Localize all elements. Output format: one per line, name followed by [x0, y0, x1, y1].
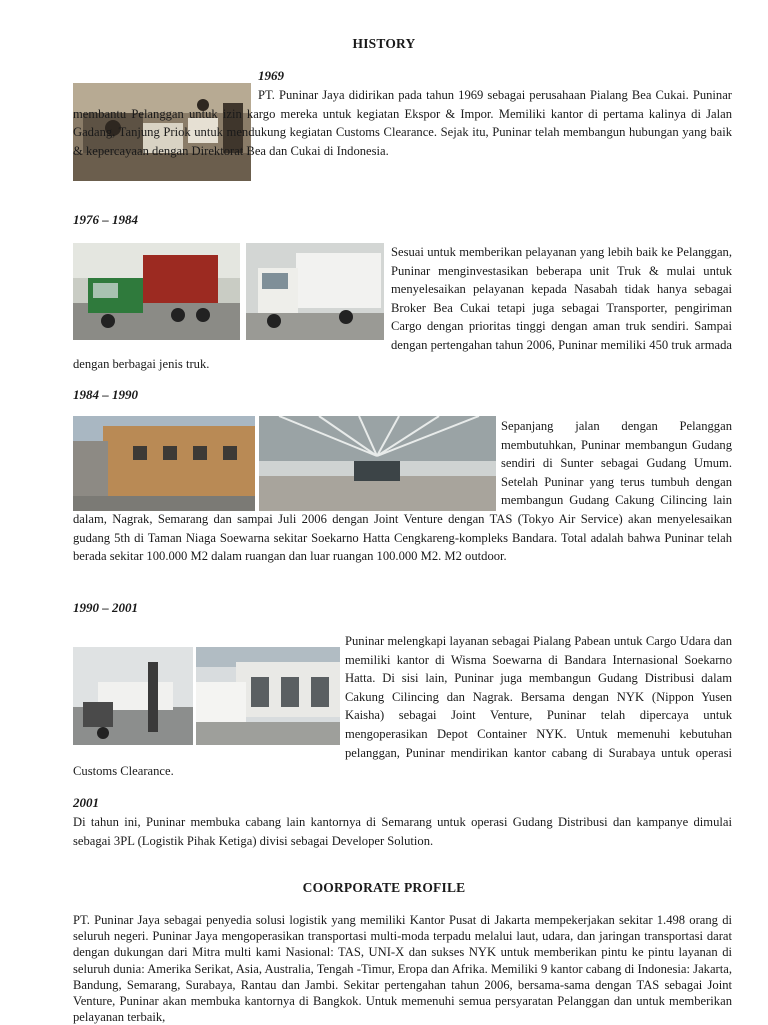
year-1990-2001: 1990 – 2001	[73, 600, 138, 615]
year-2001: 2001	[73, 795, 99, 810]
section-1990-text: Puninar melengkapi layanan sebagai Pialang Pabean untuk Cargo Udara dan memiliki kantor di Wisma Soewarna di Bandara Internasional Soekarno Hatta. Di sisi lain, Puninar juga membangun Gudang Distribusi dalam Cakung Cilincing dan Nagrak. Bersama dengan NYK (Nippon Yusen Kaisha) sebagai Joint Venture, Puninar telah dipercaya untuk mengoperasikan Depot Container NYK. Untuk memenuhi kebutuhan pelanggan, Puninar mendirikan kantor cabang di Surabaya untuk operasi Customs Clearance.	[73, 634, 732, 779]
section-1984-text: Sepanjang jalan dengan Pelanggan membutuhkan, Puninar membangun Gudang sendiri di Sunter sebagai Gudang Umum. Setelah Puninar yang terus tumbuh dengan membangun Gudang Cakung Cilincing lain dalam, Nagrak, Semarang dan sampai Juli 2006 dengan Joint Venture dengan TAS (Tokyo Air Service) akan menyelesaikan gudang 5th di Taman Niaga Soewarna sekitar Soekarno Hatta Cengkareng-kompleks Bandara. Total adalah bahwa Puninar telah berada sekitar 100.000 M2 dalam ruangan dan luar ruangan 100.000 M2. M2 outdoor.	[73, 419, 732, 564]
profile-title: COORPORATE PROFILE	[302, 880, 466, 895]
year-1969: 1969	[258, 68, 284, 83]
profile-text: PT. Puninar Jaya sebagai penyedia solusi logistik yang memiliki Kantor Pusat di Jakarta mempekerjakan sekitar 1.498 orang di seluruh negeri. Puninar Jaya mengoperasikan transportasi multi-moda terpadu melalui laut, udara, dan jaringan transportasi darat dengan dukungan dari Mitra multi kami Nasional: TAS, UNI-X dan sukses NYK untuk memberikan pintu ke pintu layanan di seluruh dunia: Amerika Serikat, Asia, Australia, Tengah -Timur, Eropa dan Afrika. Memiliki 9 kantor cabang di Indonesia: Jakarta, Bandung, Semarang, Surabaya, Rantau dan Jambi. Sekitar pertengahan tahun 2006, bersama-sama dengan TAS sebagai Joint Venture, Puninar akan membuka kantornya di Bangkok. Untuk memenuhi semua persyaratan Pelanggan dan untuk memberikan pelayanan terbaik,	[73, 913, 732, 1025]
year-1976-1984: 1976 – 1984	[73, 212, 138, 227]
section-1976-text: Sesuai untuk memberikan pelayanan yang lebih baik ke Pelanggan, Puninar menginvestasikan beberapa unit Truk & mulai untuk menyelesaikan pelayanan kepada Nasabah tidak hanya sebagai Broker Bea Cukai tetapi juga sebagai Transporter, pengiriman Cargo dengan prioritas tinggi dengan aman truk sendiri. Sampai dengan pertengahan tahun 2006, Puninar memiliki 450 truk armada dengan berbagai jenis truk.	[73, 245, 732, 371]
year-1984-1990: 1984 – 1990	[73, 387, 138, 402]
section-2001-text: Di tahun ini, Puninar membuka cabang lain kantornya di Semarang untuk operasi Gudang Distribusi dan kampanye dimulai sebagai 3PL (Logistik Pihak Ketiga) divisi sebagai Developer Solution.	[73, 815, 732, 848]
history-title: HISTORY	[352, 36, 416, 51]
section-1969-text: PT. Puninar Jaya didirikan pada tahun 1969 sebagai perusahaan Pialang Bea Cukai. Puninar membantu Pelanggan untuk izin kargo mereka untuk kegiatan Ekspor & Impor. Memiliki kantor di pertama kalinya di Jalan Gadang, Tanjung Priok untuk mendukung kegiatan Customs Clearance. Sejak itu, Puninar telah membangun hubungan yang baik & kepercayaan dengan Direktorat Bea dan Cukai di Indonesia.	[73, 88, 732, 158]
